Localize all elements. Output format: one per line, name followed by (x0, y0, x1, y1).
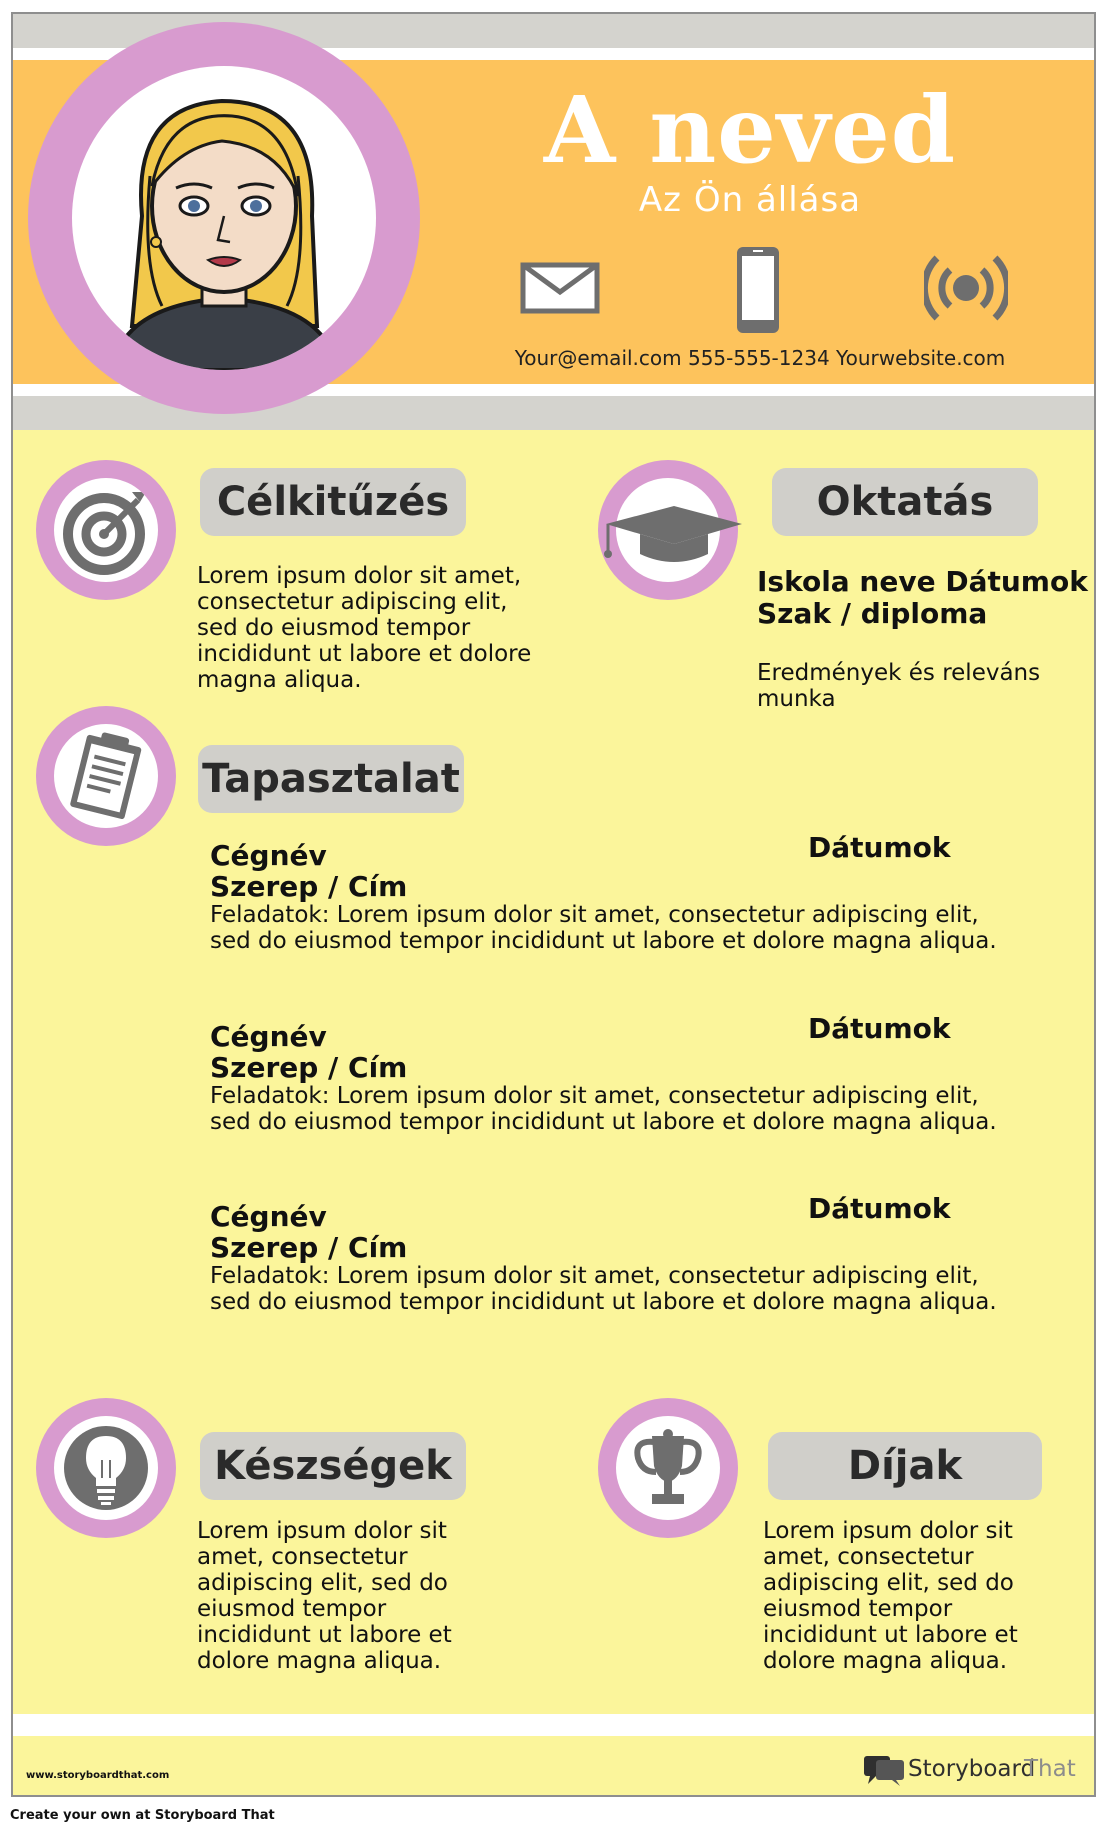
avatar (72, 66, 376, 370)
job-dates: Dátumok (808, 831, 951, 864)
objective-title: Célkitűzés (200, 468, 466, 536)
awards-icon-ring (598, 1398, 738, 1538)
bottom-white-band (13, 1714, 1096, 1736)
experience-icon-ring (36, 706, 176, 846)
graduation-cap-icon (616, 478, 720, 582)
objective-icon-ring (36, 460, 176, 600)
applicant-name: A neved (543, 76, 957, 184)
job-role: Szerep / Cím (210, 870, 408, 903)
education-school-line: Iskola neve Dátumok (757, 565, 1088, 598)
credit-line[interactable]: Create your own at Storyboard That (10, 1808, 275, 1823)
trophy-icon (616, 1416, 720, 1520)
education-title: Oktatás (772, 468, 1038, 536)
avatar-ring (28, 22, 420, 414)
logo-text-light: That (1024, 1756, 1076, 1782)
job-duties: Feladatok: Lorem ipsum dolor sit amet, consectetur adipiscing elit, sed do eiusmod tempor incididunt ut labore et dolore magna aliqua. (210, 1083, 997, 1135)
job-company: Cégnév (210, 839, 327, 872)
education-icon-ring (598, 460, 738, 600)
job-role: Szerep / Cím (210, 1051, 408, 1084)
storyboardthat-logo[interactable] (862, 1752, 1082, 1788)
education-details: Eredmények és releváns munka (757, 660, 1041, 712)
job-duties: Feladatok: Lorem ipsum dolor sit amet, consectetur adipiscing elit, sed do eiusmod tempor incididunt ut labore et dolore magna aliqua. (210, 902, 997, 954)
clipboard-icon (54, 724, 158, 828)
job-role: Szerep / Cím (210, 1231, 408, 1264)
job-dates: Dátumok (808, 1012, 951, 1045)
skills-text: Lorem ipsum dolor sit amet, consectetur adipiscing elit, sed do eiusmod tempor incididunt ut labore et dolore magna aliqua. (197, 1518, 452, 1674)
job-company: Cégnév (210, 1020, 327, 1053)
lightbulb-icon (54, 1416, 158, 1520)
education-degree: Szak / diploma (757, 597, 988, 630)
envelope-icon (520, 262, 600, 314)
objective-text: Lorem ipsum dolor sit amet, consectetur adipiscing elit, sed do eiusmod tempor incididunt ut labore et dolore magna aliqua. (197, 563, 532, 693)
awards-text: Lorem ipsum dolor sit amet, consectetur adipiscing elit, sed do eiusmod tempor incididunt ut labore et dolore magna aliqua. (763, 1518, 1018, 1674)
job-title: Az Ön állása (638, 180, 862, 220)
target-icon (54, 478, 158, 582)
job-duties: Feladatok: Lorem ipsum dolor sit amet, consectetur adipiscing elit, sed do eiusmod tempor incididunt ut labore et dolore magna aliqua. (210, 1263, 997, 1315)
awards-title: Díjak (768, 1432, 1042, 1500)
job-company: Cégnév (210, 1200, 327, 1233)
skills-title: Készségek (200, 1432, 466, 1500)
logo-text-dark: Storyboard (908, 1756, 1036, 1782)
contact-line: Your@email.com 555-555-1234 Yourwebsite.com (514, 346, 1006, 370)
job-dates: Dátumok (808, 1192, 951, 1225)
broadcast-icon (924, 252, 1008, 324)
skills-icon-ring (36, 1398, 176, 1538)
footer-url[interactable]: www.storyboardthat.com (26, 1770, 170, 1781)
phone-icon (735, 245, 781, 335)
experience-title: Tapasztalat (198, 745, 464, 813)
speech-bubble-icon (862, 1752, 906, 1788)
